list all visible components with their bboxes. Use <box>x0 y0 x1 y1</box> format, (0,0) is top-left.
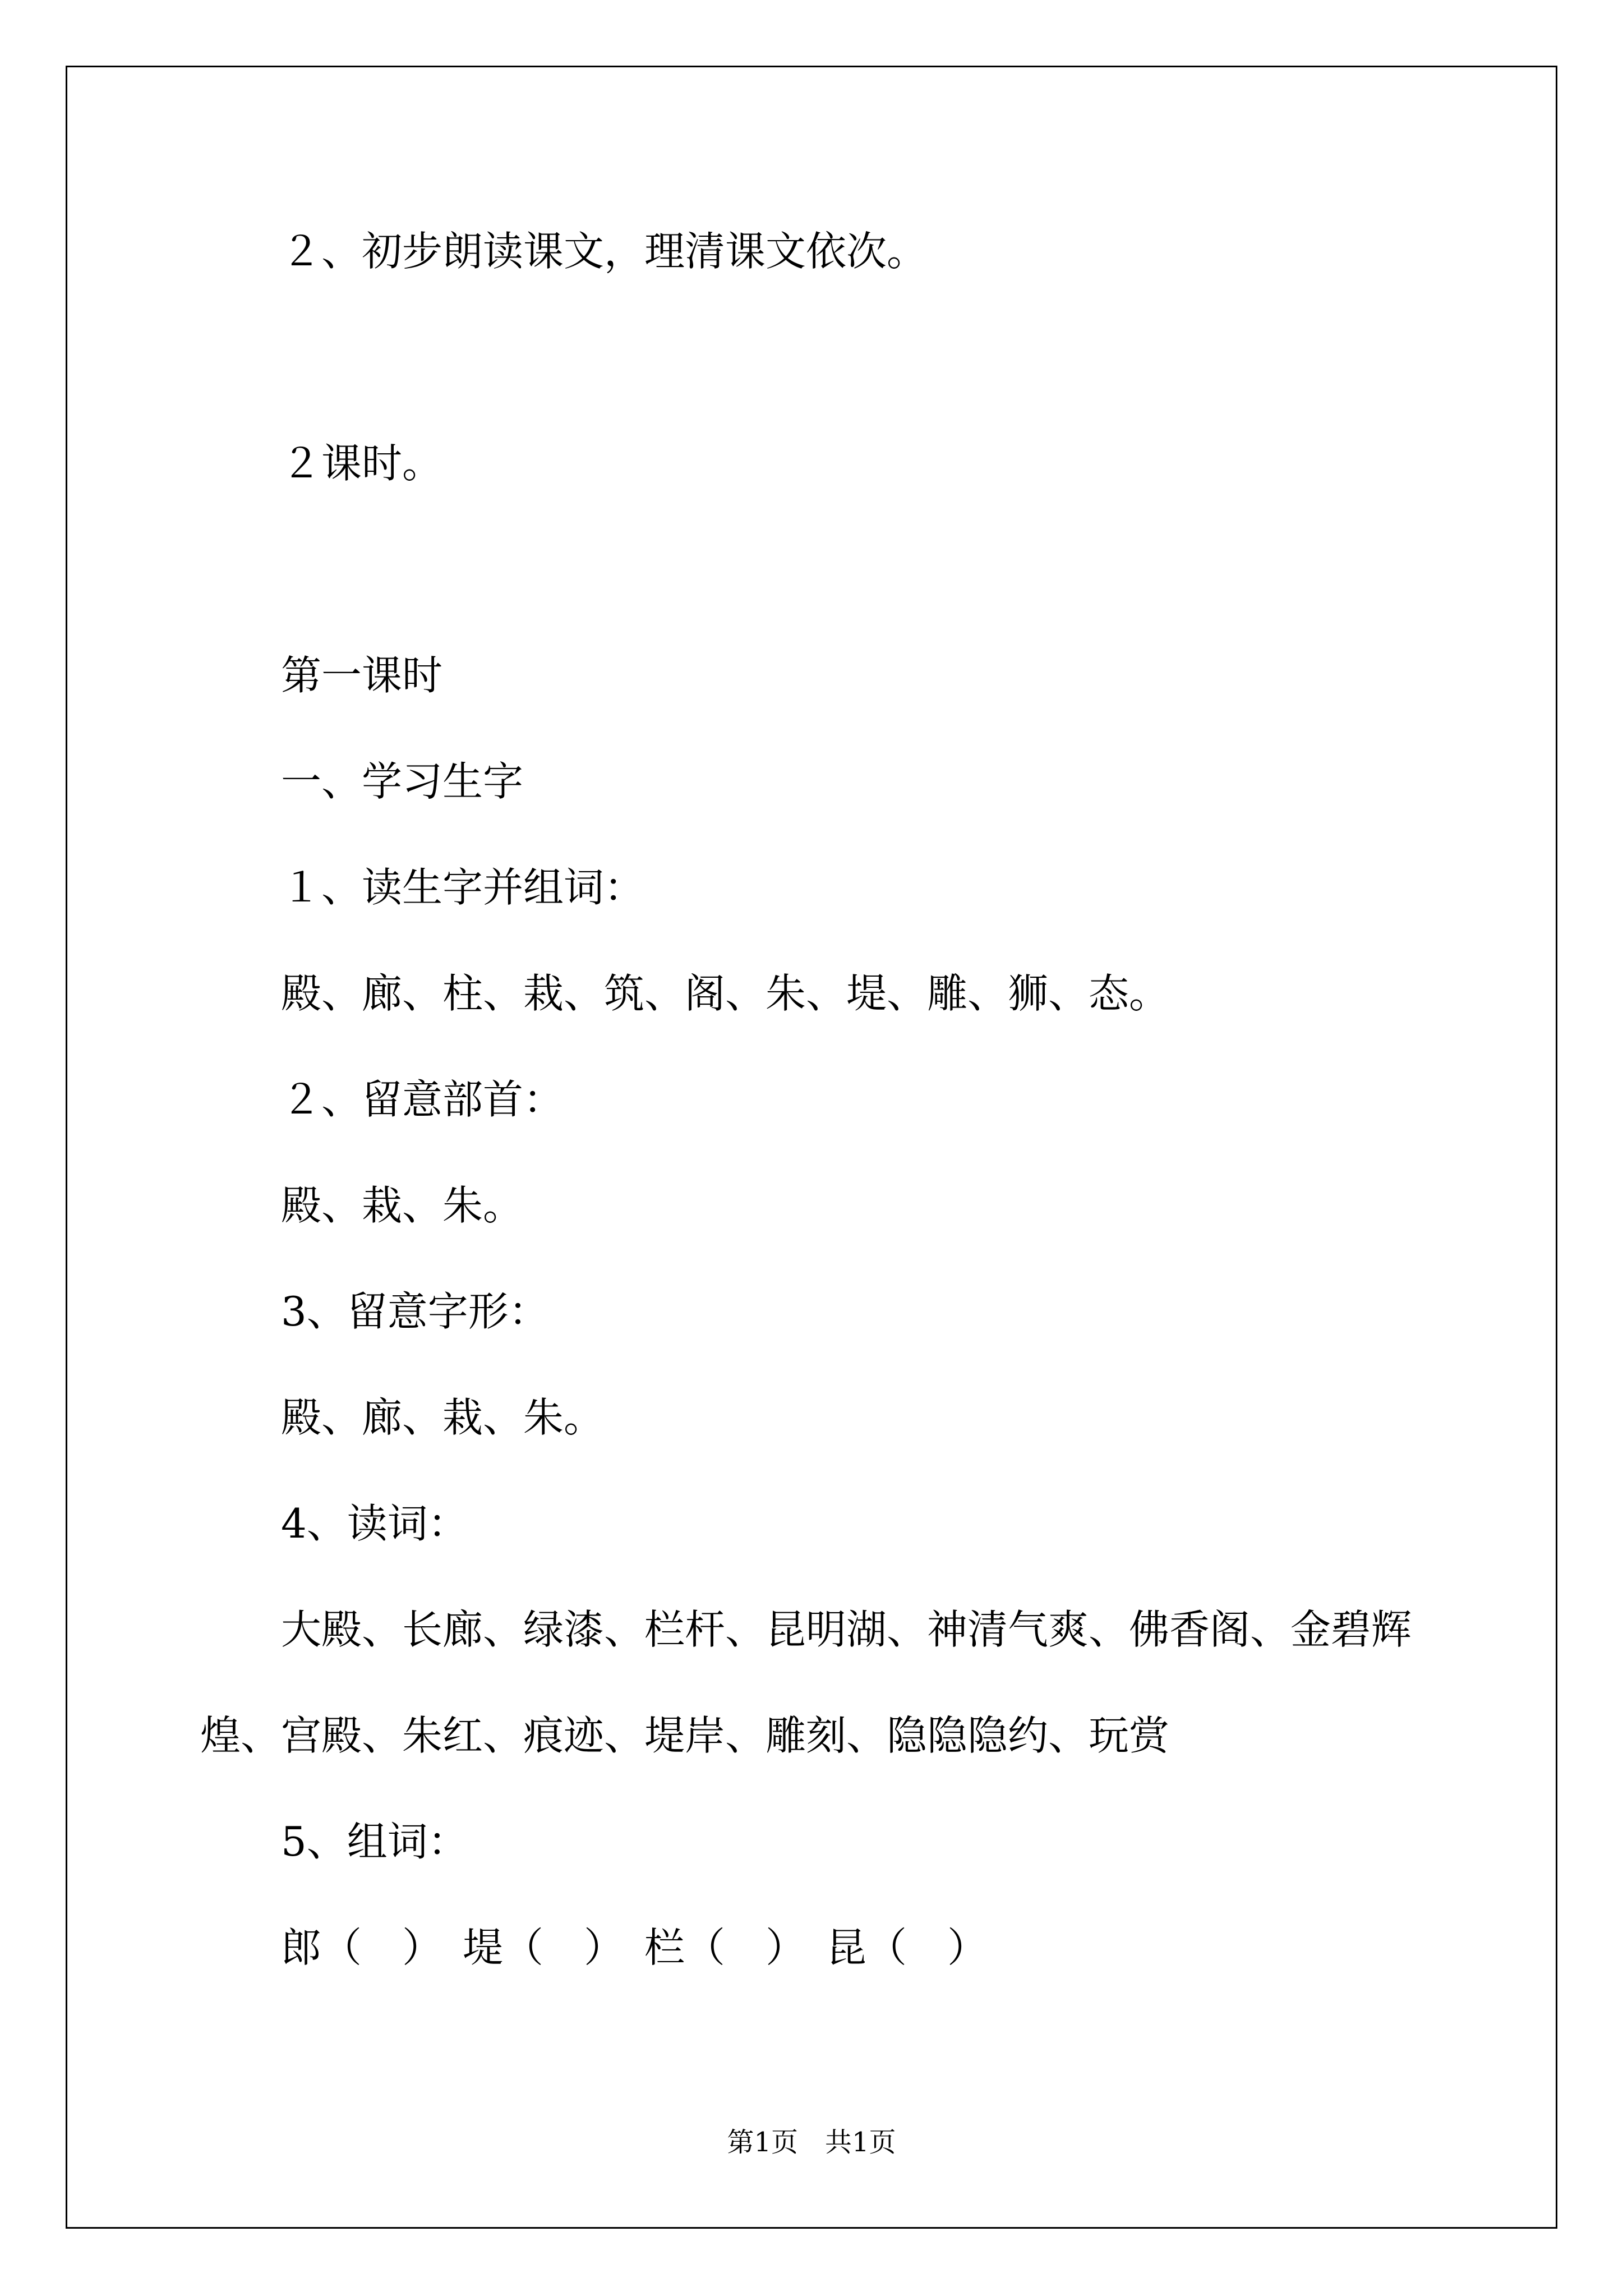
page-footer: 第1页 共1页 <box>727 2127 896 2158</box>
step-3-heading: 3、留意字形： <box>281 1288 549 1335</box>
blank-item-lang: 郎（ ） <box>281 1924 443 1971</box>
section-1-title: 一、学习生字 <box>281 758 524 805</box>
blank-item-di: 堤（ ） <box>463 1924 625 1971</box>
step-4-heading: 4、读词： <box>281 1500 468 1547</box>
blank-item-kun: 昆（ ） <box>826 1924 988 1971</box>
step-4-words-line-1: 大殿、长廊、绿漆、栏杆、昆明湖、神清气爽、佛香阁、金碧辉 <box>281 1606 1412 1653</box>
blank-item-lan: 栏（ ） <box>644 1924 806 1971</box>
step-5-blanks <box>200 1895 1513 2001</box>
step-2-characters: 殿、栽、朱。 <box>281 1182 524 1229</box>
step-5-heading: 5、组词： <box>281 1818 468 1865</box>
document-body <box>200 199 1513 2001</box>
step-1-heading: １、读生字并组词： <box>281 864 645 911</box>
class-hours-line: ２课时。 <box>281 440 443 487</box>
objective-2-line: ２、初步朗读课文，理清课文依次。 <box>281 228 928 275</box>
step-1-characters: 殿、廊、柱、栽、筑、阁、朱、堤、雕、狮、态。 <box>281 970 1170 1017</box>
lesson-title: 第一课时 <box>281 652 443 699</box>
step-2-heading: ２、留意部首： <box>281 1076 564 1123</box>
step-4-words-line-2: 煌、宫殿、朱红、痕迹、堤岸、雕刻、隐隐隐约、玩赏 <box>200 1712 1170 1759</box>
step-3-characters: 殿、廊、栽、朱。 <box>281 1394 605 1441</box>
